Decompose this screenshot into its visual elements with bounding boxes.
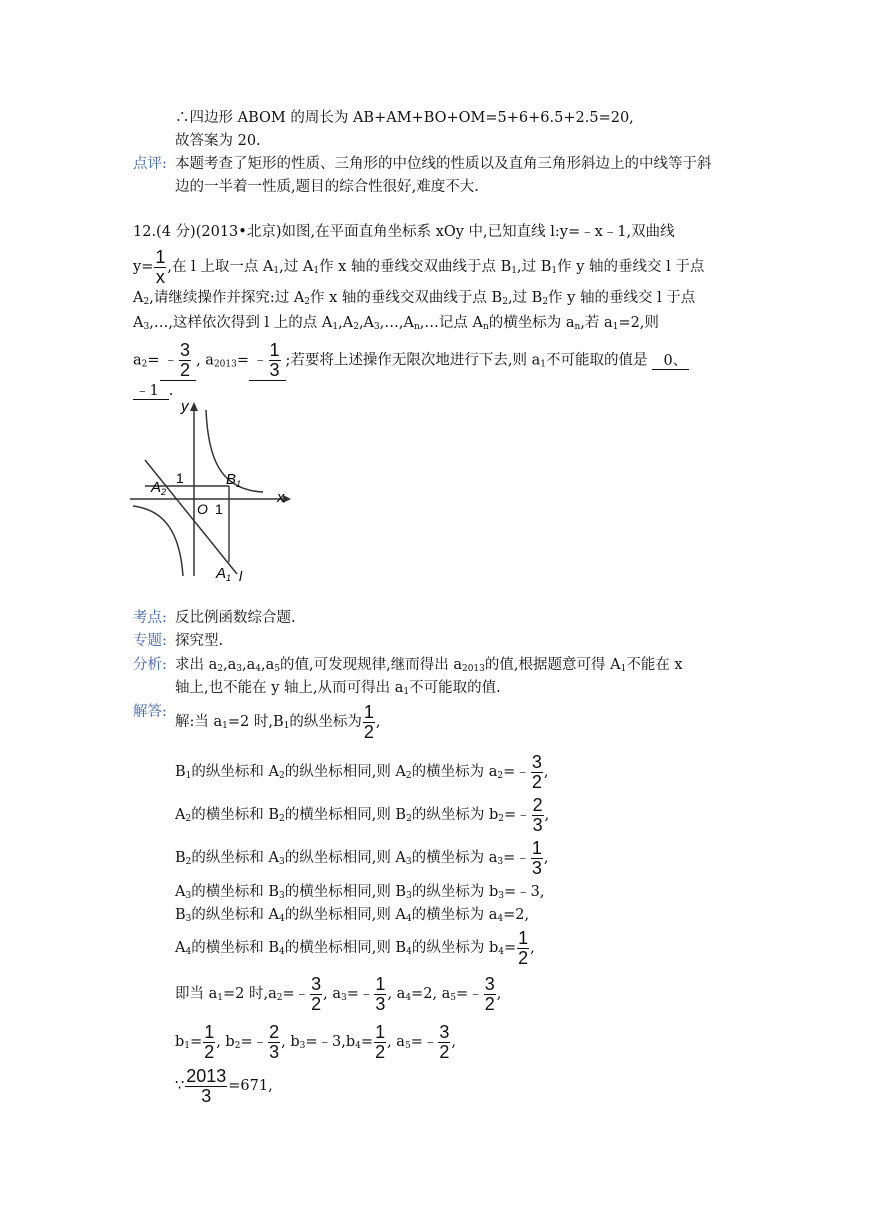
question-line-2: y= $\frac{1}{x}$ ,在 l 上取一点 $A_1$,过 $A_1$作 x 轴的垂线交双曲线于点 $B_1$,过 $B_1$作 y 轴的垂线交 l 于点 [133,246,705,287]
y-label: y [181,398,189,415]
prev-answer-line: 故答案为 20. [175,133,261,149]
answer-blank-a2: ﹣ $\frac{3}{2}$ [160,340,197,381]
question-line-4: $A_3,\dots$,这样依次得到 l 上的点 $A_1,A_2,A_3,\dots,A_n,\dots$记点 $A_n$的横坐标为 $a_n$,若 $a_1=2$,则 [133,315,659,332]
sol-line-7: $A_4$的横坐标和 $B_4$的横坐标相同,则 $B_4$的纵坐标为 $b_4=$ $\frac{1}{2}$ , [175,927,535,968]
hyperbola-fraction: $\frac{1}{x}$ [155,246,166,287]
comment-label: 点评: [133,156,167,172]
answer-blank-a2013: ﹣ $\frac{1}{3}$ [249,340,286,381]
answer-blank-a1-part2: ﹣1 [133,383,169,400]
question-line-3: $A_2$,请继续操作并探究:过 $A_2$作 x 轴的垂线交双曲线于点 $B_2$,过 $B_2$作 y 轴的垂线交 l 于点 [133,290,696,307]
zhuanti-text: 探究型. [175,633,224,649]
sol-line-3: $A_2$的横坐标和 $B_2$的横坐标相同,则 $B_2$的纵坐标为 $b_2=﹣$ $\frac{2}{3}$ , [175,794,550,835]
a1-label: $A_1$ [216,565,232,583]
kaodian-label: 考点: [133,610,167,626]
fenxi-line-2: 轴上,也不能在 y 轴上,从而可得出 $a_1$不可能取的值. [175,680,501,697]
line-l [145,460,237,574]
x-label: x [277,489,285,506]
jieda-label: 解答: [133,704,167,720]
sol-line-6: $B_3$的纵坐标和 $A_4$的纵坐标相同,则 $A_4$的横坐标为 $a_4=2$, [175,907,530,924]
sol-line-1: 解:当 $a_1=2$ 时$,B_1$的纵坐标为 $\frac{1}{2}$ , [175,701,381,742]
sol-line-8: 即当 $a_1=2$ 时$,a_2=﹣$ $\frac{3}{2}$ , $a_3=﹣$ $\frac{1}{3}$ , $a_4=2$, $a_5=﹣$ $\frac{3}{2}$ , [175,973,502,1014]
line-l-label: l [239,568,243,584]
y-axis-arrow [190,402,198,411]
tick-one-y: 1 [176,470,184,486]
sol-line-9: $b_1=$ $\frac{1}{2}$ , $b_2=﹣$ $\frac{2}{3}$ , $b_3=﹣3,b_4=$ $\frac{1}{2}$ , $a_5=﹣$ $\frac{3}{2}$ , [175,1021,456,1062]
sol-line-4: $B_2$的纵坐标和 $A_3$的纵坐标相同,则 $A_3$的横坐标为 $a_3=﹣$ $\frac{1}{3}$ , [175,837,549,878]
origin-label: O [197,501,208,517]
hyperbola-branch-2 [133,506,183,576]
tick-one-x: 1 [215,501,223,517]
kaodian-text: 反比例函数综合题. [175,610,296,626]
sol-line-10: ∵ $\frac{2013}{3}$ =671, [175,1065,273,1106]
b1-label: $B_1$ [226,471,242,489]
question-line-1: 12.(4 分)(2013•北京)如图,在平面直角坐标系 xOy 中,已知直线 l:y=﹣x﹣1,双曲线 [133,224,675,240]
zhuanti-label: 专题: [133,633,167,649]
sol-line-2: $B_1$的纵坐标和 $A_2$的纵坐标相同,则 $A_2$的横坐标为 $a_2=﹣$ $\frac{3}{2}$ , [175,751,549,792]
question-line-6: ﹣1 . [135,383,174,399]
answer-blank-a1-part1: 0、 [652,353,690,370]
question-line-5: $a_2=$ ﹣ $\frac{3}{2}$ , $a_{2013}=$ ﹣ $\frac{1}{3}$ ;若要将上述操作无限次地进行下去,则 $a_1$不可能取的值是 0、 [133,339,688,380]
fenxi-line-1: 求出 $a_2,a_3,a_4,a_5$的值,可发现规律,继而得出 $a_{2013}$的值,根据题意可得 $A_1$不能在 x [175,657,683,674]
coordinate-figure [125,398,300,588]
comment-line-2: 边的一半着一性质,题目的综合性很好,难度不大. [175,179,479,195]
sol-line-5: $A_3$的横坐标和 $B_3$的横坐标相同,则 $B_3$的纵坐标为 $b_3=﹣3$, [175,884,545,901]
a2-label: $A_2$ [151,479,167,497]
fenxi-label: 分析: [133,657,167,673]
comment-line-1: 本题考查了矩形的性质、三角形的中位线的性质以及直角三角形斜边上的中线等于斜 [175,156,712,172]
prev-perimeter-line: ∴四边形 ABOM 的周长为 AB+AM+BO+OM=5+6+6.5+2.5=20, [175,110,634,126]
